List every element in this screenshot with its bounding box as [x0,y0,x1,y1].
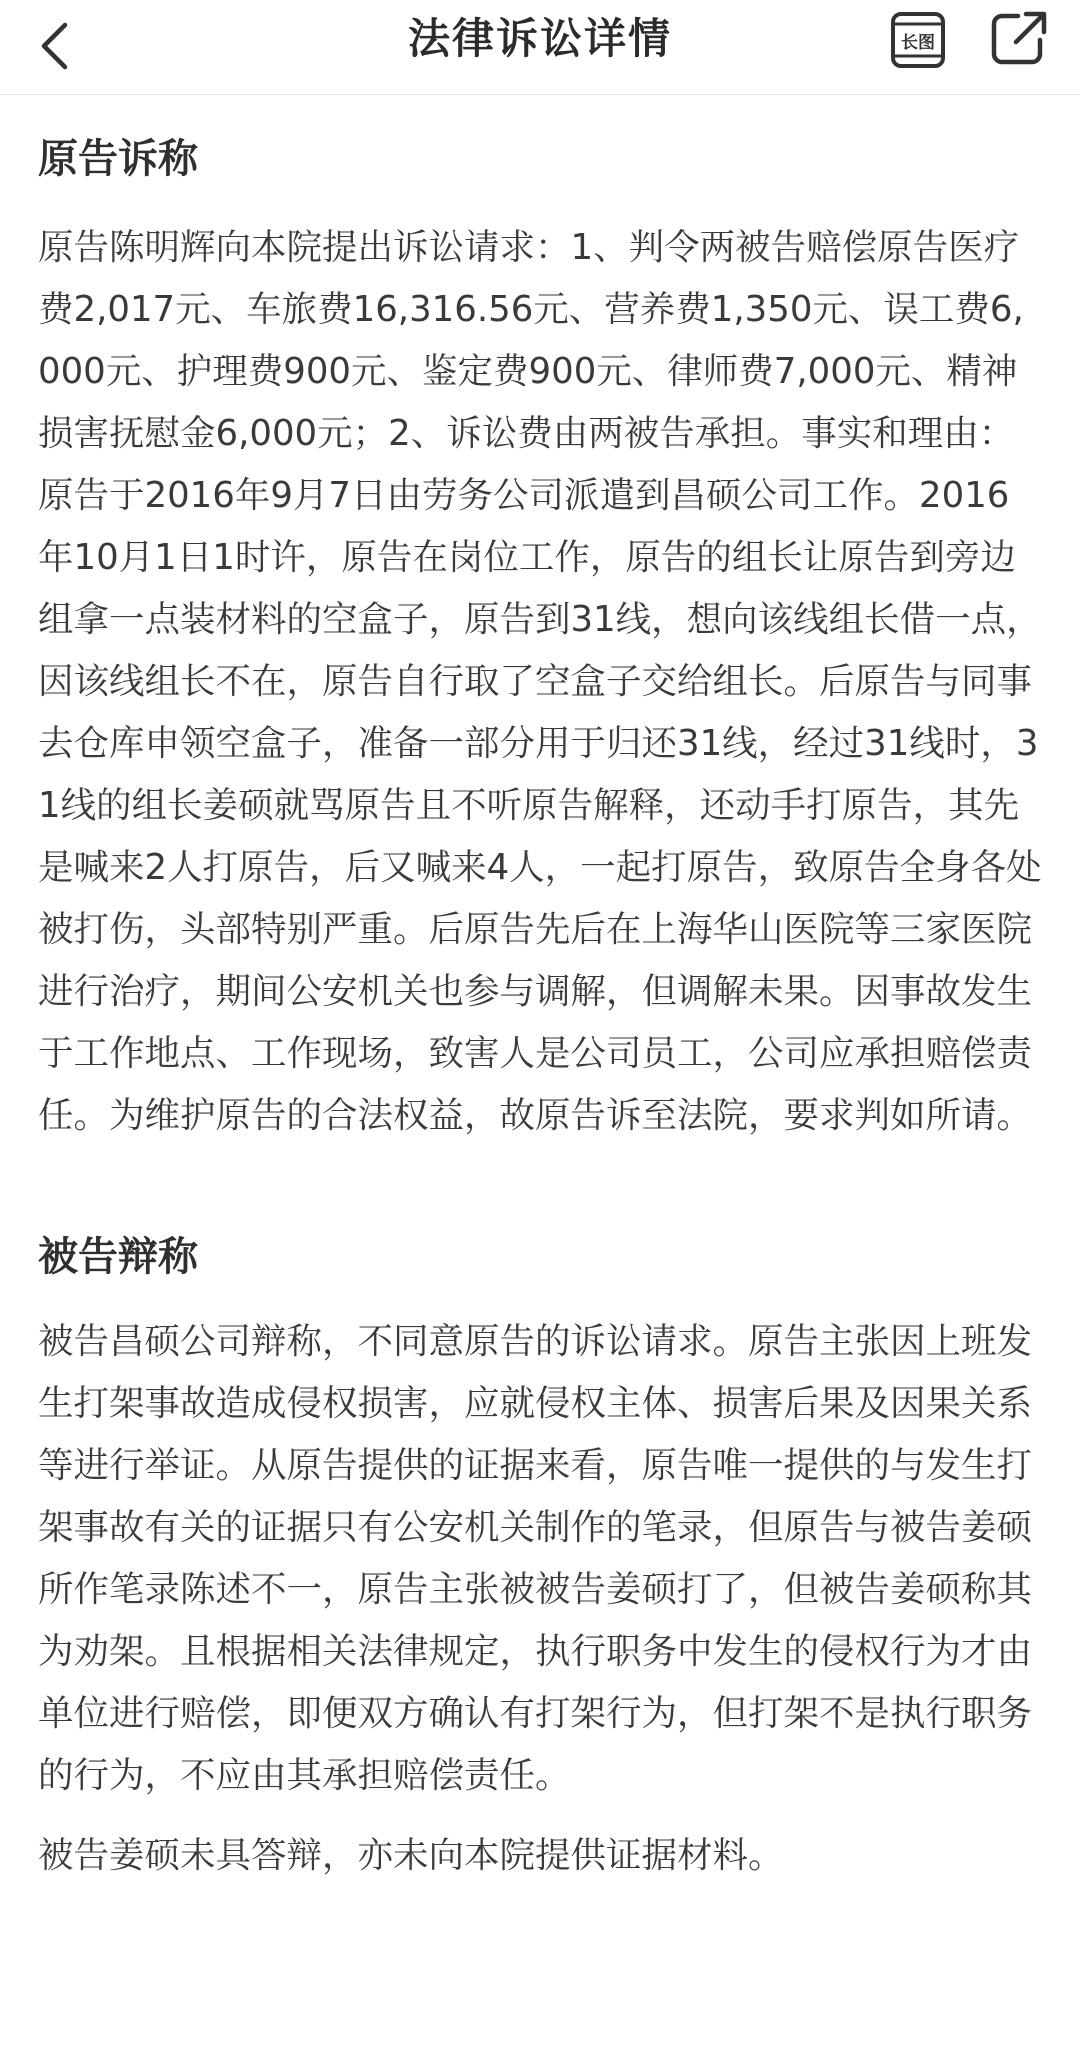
defendant-defense-text: 被告昌硕公司辩称，不同意原告的诉讼请求。原告主张因上班发生打架事故造成侵权损害，应就侵权主体、损害后果及因果关系等进行举证。从原告提供的证据来看，原告唯一提供的与发生打架事故有关的证据只有公安机关制作的笔录，但原告与被告姜硕所作笔录陈述不一，原告主张被被告姜硕打了，但被告姜硕称其为劝架。且根据相关法律规定，执行职务中发生的侵权行为才由单位进行赔偿，即便双方确认有打架行为，但打架不是执行职务的行为，不应由其承担赔偿责任。 [38,1321,1033,1796]
plaintiff-claim-heading: 原告诉称 [38,136,198,182]
long-image-button[interactable] [888,10,948,70]
defendant-defense-heading: 被告辩称 [38,1234,198,1280]
defendant-no-reply-text: 被告姜硕未具答辩，亦未向本院提供证据材料。 [38,1835,784,1876]
detail-content [0,95,1080,1887]
share-icon [988,8,1048,68]
share-button[interactable] [988,8,1048,68]
plaintiff-claim-text: 原告陈明辉向本院提出诉讼请求：1、判令两被告赔偿原告医疗费2,017元、车旅费16,316.56元、营养费1,350元、误工费6,000元、护理费900元、鉴定费900元、律师费7,000元、精神损害抚慰金6,000元；2、诉讼费由两被告承担。事实和理由：原告于2016年9月7日由劳务公司派遣到昌硕公司工作。2016年10月1日1时许，原告在岗位工作，原告的组长让原告到旁边组拿一点装材料的空盒子，原告到31线，想向该线组长借一点，因该线组长不在，原告自行取了空盒子交给组长。后原告与同事去仓库申领空盒子，准备一部分用于归还31线，经过31线时，31线的组长姜硕就骂原告且不听原告解释，还动手打原告，其先是喊来2人打原告，后又喊来4人，一起打原告，致原告全身各处被打伤，头部特别严重。后原告先后在上海华山医院等三家医院进行治疗，期间公安机关也参与调解，但调解未果。因事故发生于工作地点、工作现场，致害人是公司员工，公司应承担赔偿责任。为维护原告的合法权益，故原告诉至法院，要求判如所请。 [38,227,1042,1136]
page-title: 法律诉讼详情 [407,14,672,63]
nav-header [0,0,1080,95]
long-image-label: 长图 [901,33,935,53]
